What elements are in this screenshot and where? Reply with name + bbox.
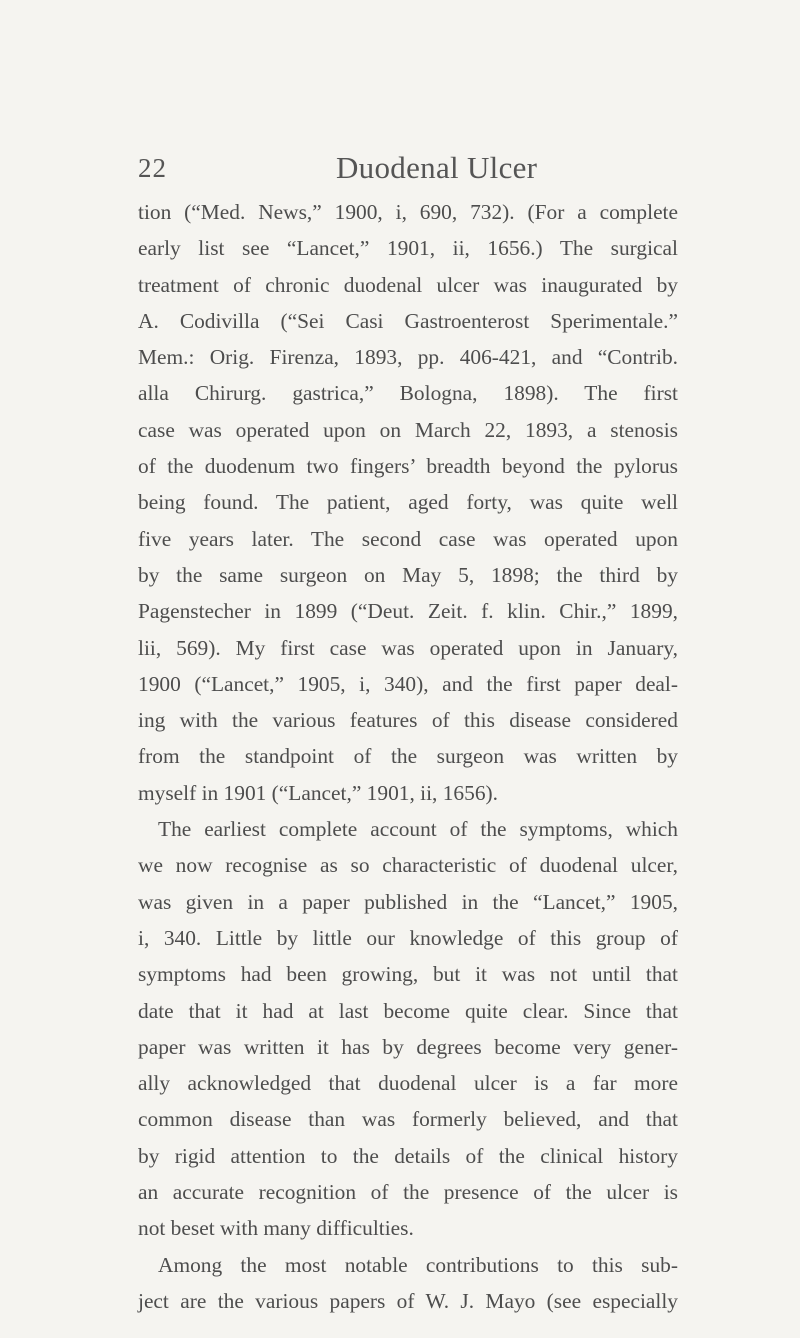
text-line: of the duodenum two fingers’ breadth beyond the pylorus (138, 454, 678, 479)
page-number: 22 (138, 153, 167, 183)
page-header (0, 148, 800, 188)
text-line: treatment of chronic duodenal ulcer was inaugurated by (138, 272, 678, 297)
text-line: an accurate recognition of the presence of the ulcer is (138, 1180, 678, 1205)
text-line: case was operated upon on March 22, 1893, a stenosis (138, 417, 678, 442)
text-line: paper was written it has by degrees become very gener- (138, 1034, 678, 1059)
running-head: Duodenal Ulcer (336, 150, 538, 185)
text-line: by rigid attention to the details of the clinical history (138, 1143, 678, 1168)
text-line: ject are the various papers of W. J. Mayo (see especially (138, 1288, 678, 1313)
text-line: ally acknowledged that duodenal ulcer is a far more (138, 1071, 678, 1096)
body-text (138, 194, 678, 1319)
text-line: common disease than was formerly believed, and that (138, 1107, 678, 1132)
text-line: alla Chirurg. gastrica,” Bologna, 1898). The first (138, 381, 678, 406)
text-line: early list see “Lancet,” 1901, ii, 1656.) The surgical (138, 236, 678, 261)
text-line: date that it had at last become quite clear. Since that (138, 998, 678, 1023)
text-line: tion (“Med. News,” 1900, i, 690, 732). (For a complete (138, 200, 678, 224)
text-line: ing with the various features of this disease considered (138, 708, 678, 733)
paragraph-start-line: The earliest complete account of the symptoms, which (158, 817, 678, 842)
text-line: lii, 569). My first case was operated upon in January, (138, 635, 678, 660)
text-line: from the standpoint of the surgeon was written by (138, 744, 678, 769)
text-line: Pagenstecher in 1899 (“Deut. Zeit. f. klin. Chir.,” 1899, (138, 599, 678, 624)
text-line: Mem.: Orig. Firenza, 1893, pp. 406-421, and “Contrib. (138, 345, 678, 370)
text-line: by the same surgeon on May 5, 1898; the third by (138, 562, 678, 587)
text-line: symptoms had been growing, but it was not until that (138, 962, 678, 987)
text-line: being found. The patient, aged forty, was quite well (138, 490, 678, 515)
text-line: five years later. The second case was operated upon (138, 526, 678, 551)
paragraph-start-line: Among the most notable contributions to this sub- (158, 1252, 678, 1277)
text-line: A. Codivilla (“Sei Casi Gastroenterost Sperimentale.” (138, 308, 678, 333)
text-line: we now recognise as so characteristic of duodenal ulcer, (138, 853, 678, 878)
text-line: 1900 (“Lancet,” 1905, i, 340), and the first paper deal- (138, 671, 678, 696)
text-line: not beset with many difficulties. (138, 1216, 414, 1241)
text-line: myself in 1901 (“Lancet,” 1901, ii, 1656). (138, 780, 498, 805)
text-line: was given in a paper published in the “Lancet,” 1905, (138, 889, 678, 914)
text-line: i, 340. Little by little our knowledge of this group of (138, 925, 678, 950)
